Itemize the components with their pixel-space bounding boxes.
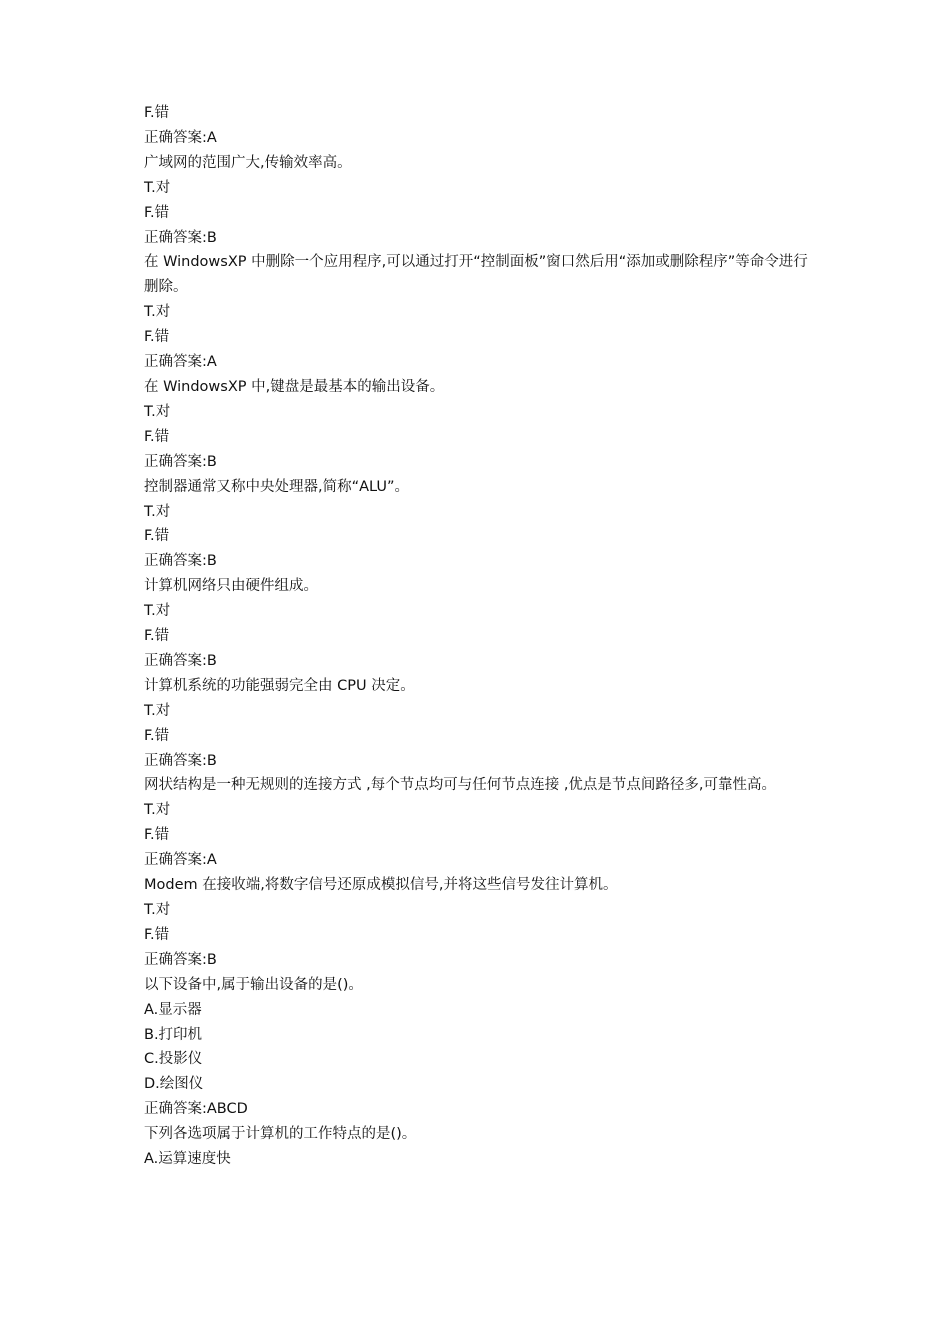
option-true: T.对 [144, 603, 171, 620]
correct-answer: 正确答案:B [144, 453, 217, 470]
option-false: F.错 [144, 329, 170, 346]
option-true: T.对 [144, 802, 171, 819]
option-false: F.错 [144, 105, 170, 121]
option-false: F.错 [144, 926, 170, 943]
option-false: F.错 [144, 528, 170, 545]
option-a: A.显示器 [144, 1001, 202, 1018]
question-text: 计算机系统的功能强弱完全由 CPU 决定。 [144, 677, 415, 694]
correct-answer: 正确答案:A [144, 852, 217, 869]
question-text: 广域网的范围广大,传输效率高。 [144, 154, 352, 171]
option-true: T.对 [144, 902, 171, 918]
question-text: 控制器通常又称中央处理器,简称“ALU”。 [144, 478, 410, 495]
correct-answer: 正确答案:A [144, 354, 217, 371]
option-false: F.错 [144, 827, 170, 844]
question-text: 在 WindowsXP 中删除一个应用程序,可以通过打开“控制面板”窗口然后用“添加或删除程序”等命令进行删除。 [144, 254, 808, 296]
question-text: Modem 在接收端,将数字信号还原成模拟信号,并将这些信号发往计算机。 [144, 877, 618, 894]
document-content [144, 101, 814, 1172]
question-text: 以下设备中,属于输出设备的是()。 [144, 976, 363, 993]
question-text: 在 WindowsXP 中,键盘是最基本的输出设备。 [144, 378, 445, 395]
option-false: F.错 [144, 204, 170, 221]
option-d: D.绘图仪 [144, 1076, 204, 1093]
correct-answer: 正确答案:B [144, 652, 217, 669]
option-c: C.投影仪 [144, 1051, 203, 1068]
option-false: F.错 [144, 428, 170, 445]
option-true: T.对 [144, 503, 171, 520]
correct-answer: 正确答案:A [144, 129, 217, 146]
option-true: T.对 [144, 702, 171, 719]
option-false: F.错 [144, 628, 170, 645]
correct-answer: 正确答案:B [144, 553, 217, 570]
option-b: B.打印机 [144, 1026, 203, 1043]
option-false: F.错 [144, 727, 170, 744]
correct-answer: 正确答案:B [144, 752, 217, 769]
question-text: 计算机网络只由硬件组成。 [144, 578, 318, 595]
option-a: A.运算速度快 [144, 1151, 231, 1168]
option-true: T.对 [144, 403, 171, 420]
option-true: T.对 [144, 304, 171, 321]
question-text: 网状结构是一种无规则的连接方式 ,每个节点均可与任何节点连接 ,优点是节点间路径多,可靠性高。 [144, 777, 777, 794]
correct-answer: 正确答案:ABCD [144, 1101, 248, 1118]
question-text: 下列各选项属于计算机的工作特点的是()。 [144, 1126, 417, 1143]
correct-answer: 正确答案:B [144, 951, 217, 968]
option-true: T.对 [144, 179, 171, 196]
correct-answer: 正确答案:B [144, 229, 217, 246]
